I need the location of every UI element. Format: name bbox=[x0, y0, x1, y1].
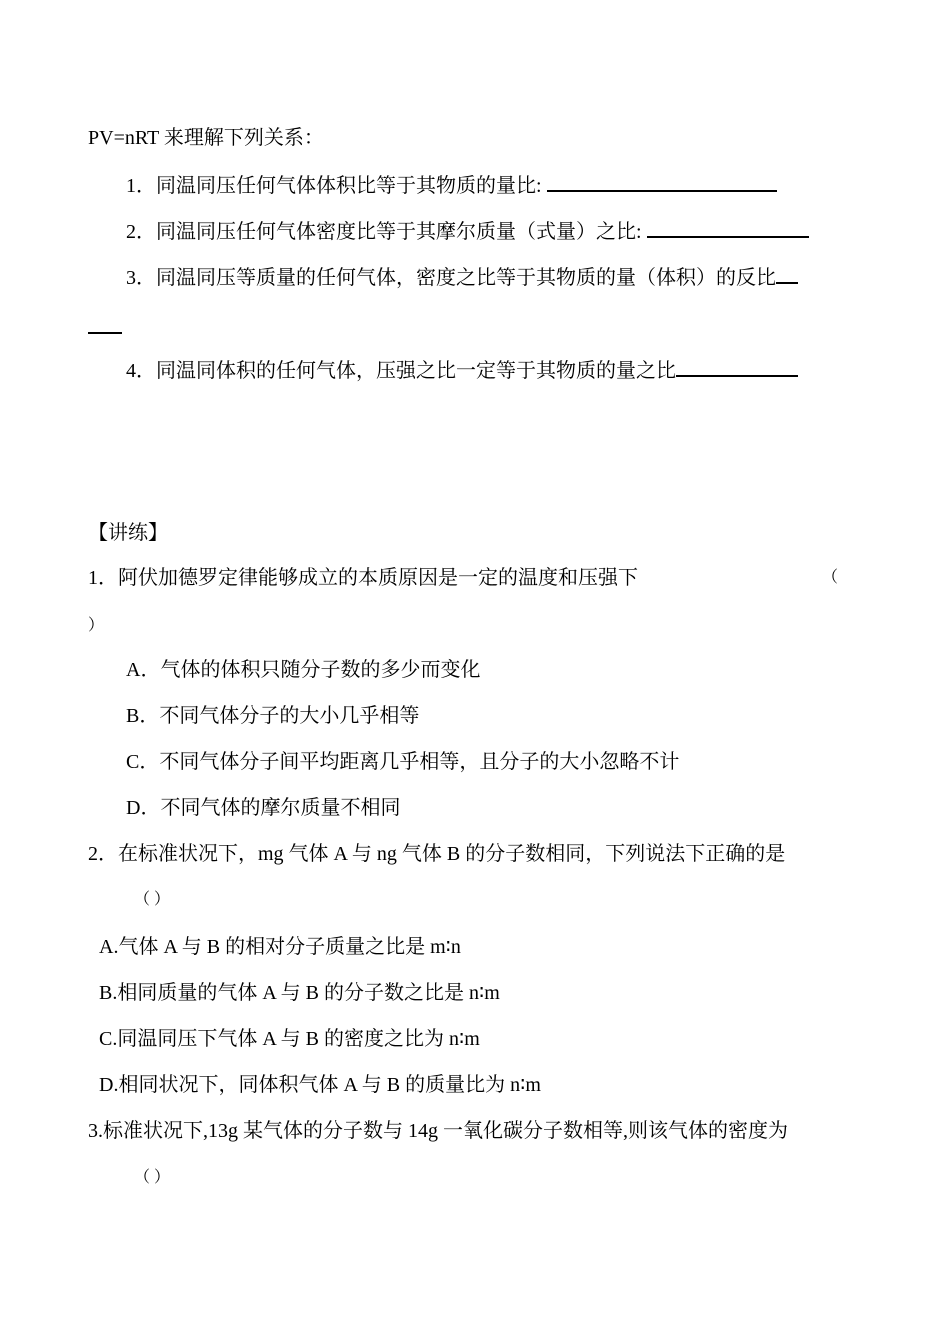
question-2-option-a[interactable]: A.气体 A 与 B 的相对分子质量之比是 m∶n bbox=[99, 936, 461, 958]
relation-3-continuation bbox=[88, 312, 122, 342]
relation-4-text: 4．同温同体积的任何气体，压强之比一定等于其物质的量之比 bbox=[126, 360, 676, 382]
relation-4 bbox=[126, 355, 798, 385]
question-2-option-d[interactable]: D.相同状况下，同体积气体 A 与 B 的质量比为 n∶m bbox=[99, 1074, 541, 1096]
question-2-stem bbox=[88, 840, 785, 868]
question-3-text: 3.标准状况下,13g 某气体的分子数与 14g 一氧化碳分子数相等,则该气体的密度为 bbox=[88, 1120, 788, 1142]
question-1-option-a[interactable]: A．气体的体积只随分子数的多少而变化 bbox=[126, 659, 481, 681]
intro-line bbox=[88, 124, 324, 152]
answer-blank-2[interactable] bbox=[647, 216, 809, 238]
question-3-paren: （ ） bbox=[134, 1169, 171, 1186]
question-2-text: 2．在标准状况下，mg 气体 A 与 ng 气体 B 的分子数相同，下列说法下正确的是 bbox=[88, 843, 786, 865]
relation-1-text: 1．同温同压任何气体体积比等于其物质的量比: bbox=[126, 175, 547, 197]
relation-3-text: 3．同温同压等质量的任何气体，密度之比等于其物质的量（体积）的反比 bbox=[126, 267, 776, 289]
question-1-option-d[interactable]: D．不同气体的摩尔质量不相同 bbox=[126, 797, 401, 819]
answer-blank-3a[interactable] bbox=[776, 262, 798, 284]
relation-1 bbox=[126, 170, 777, 200]
answer-blank-3b[interactable] bbox=[88, 312, 122, 334]
question-2-option-c[interactable]: C.同温同压下气体 A 与 B 的密度之比为 n∶m bbox=[99, 1028, 480, 1050]
section-title bbox=[88, 519, 168, 547]
question-2-paren: （ ） bbox=[134, 891, 171, 908]
question-1-text: 1．阿伏加德罗定律能够成立的本质原因是一定的温度和压强下 bbox=[88, 567, 638, 589]
relation-3 bbox=[126, 262, 798, 292]
relation-2-text: 2．同温同压任何气体密度比等于其摩尔质量（式量）之比: bbox=[126, 221, 647, 243]
section-title-text: 【讲练】 bbox=[88, 522, 168, 544]
intro-text: PV=nRT 来理解下列关系： bbox=[88, 127, 324, 149]
question-2-option-b[interactable]: B.相同质量的气体 A 与 B 的分子数之比是 n∶m bbox=[99, 982, 500, 1004]
question-3-stem bbox=[88, 1117, 788, 1145]
relation-2 bbox=[126, 216, 809, 246]
question-1-option-c[interactable]: C．不同气体分子间平均距离几乎相等，且分子的大小忽略不计 bbox=[126, 751, 680, 773]
question-1-stem bbox=[88, 564, 638, 592]
question-1-paren-open: （ bbox=[822, 569, 839, 586]
question-1-paren-close: ） bbox=[88, 617, 105, 634]
question-1-option-b[interactable]: B．不同气体分子的大小几乎相等 bbox=[126, 705, 420, 727]
answer-blank-1[interactable] bbox=[547, 170, 777, 192]
answer-blank-4[interactable] bbox=[676, 355, 798, 377]
